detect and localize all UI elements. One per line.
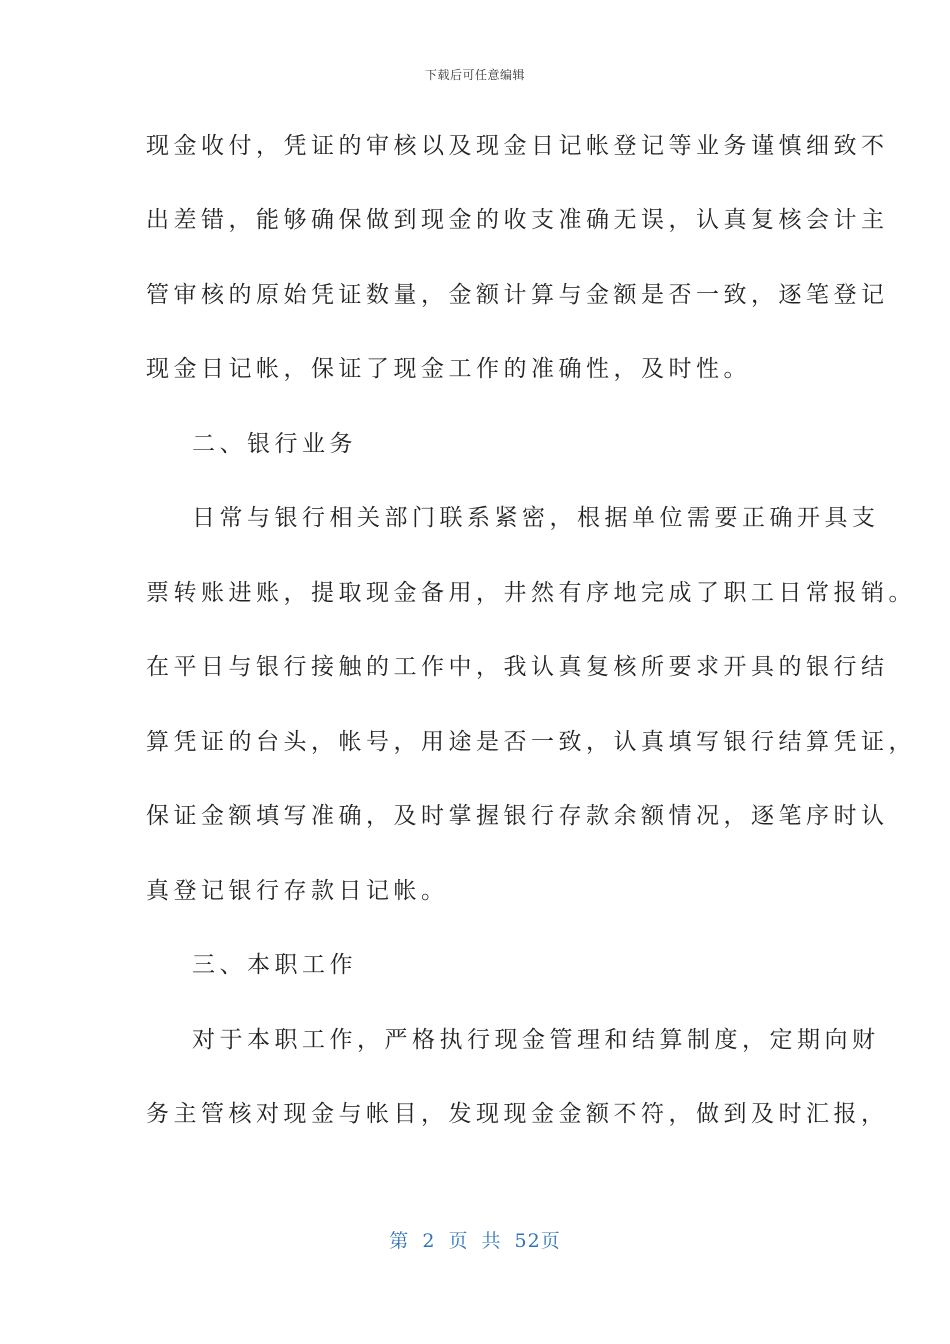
- body-line-14: 务主管核对现金与帐目，发现现金金额不符，做到及时汇报，: [146, 1101, 889, 1127]
- page-header-note: 下载后可任意编辑: [424, 68, 525, 82]
- body-line-6: 日常与银行相关部门联系紧密，根据单位需要正确开具支: [192, 505, 880, 531]
- body-line-2: 出差错，能够确保做到现金的收支准确无误，认真复核会计主: [146, 207, 889, 233]
- body-line-10: 保证金额填写准确，及时掌握银行存款余额情况，逐笔序时认: [146, 803, 889, 829]
- body-line-13: 对于本职工作，严格执行现金管理和结算制度，定期向财: [192, 1027, 880, 1053]
- section-heading-bank: 二、银行业务: [192, 431, 357, 457]
- section-heading-duties: 三、本职工作: [192, 952, 357, 978]
- body-line-7: 票转账进账，提取现金备用，井然有序地完成了职工日常报销。: [146, 580, 916, 606]
- body-line-8: 在平日与银行接触的工作中，我认真复核所要求开具的银行结: [146, 654, 889, 680]
- body-line-4: 现金日记帐，保证了现金工作的准确性，及时性。: [146, 356, 751, 382]
- body-line-1: 现金收付，凭证的审核以及现金日记帐登记等业务谨慎细致不: [146, 133, 889, 159]
- body-line-11: 真登记银行存款日记帐。: [146, 878, 449, 904]
- page-number-footer: 第 2 页 共 52页: [389, 1230, 561, 1252]
- body-line-3: 管审核的原始凭证数量，金额计算与金额是否一致，逐笔登记: [146, 282, 889, 308]
- body-line-9: 算凭证的台头，帐号，用途是否一致，认真填写银行结算凭证，: [146, 729, 916, 755]
